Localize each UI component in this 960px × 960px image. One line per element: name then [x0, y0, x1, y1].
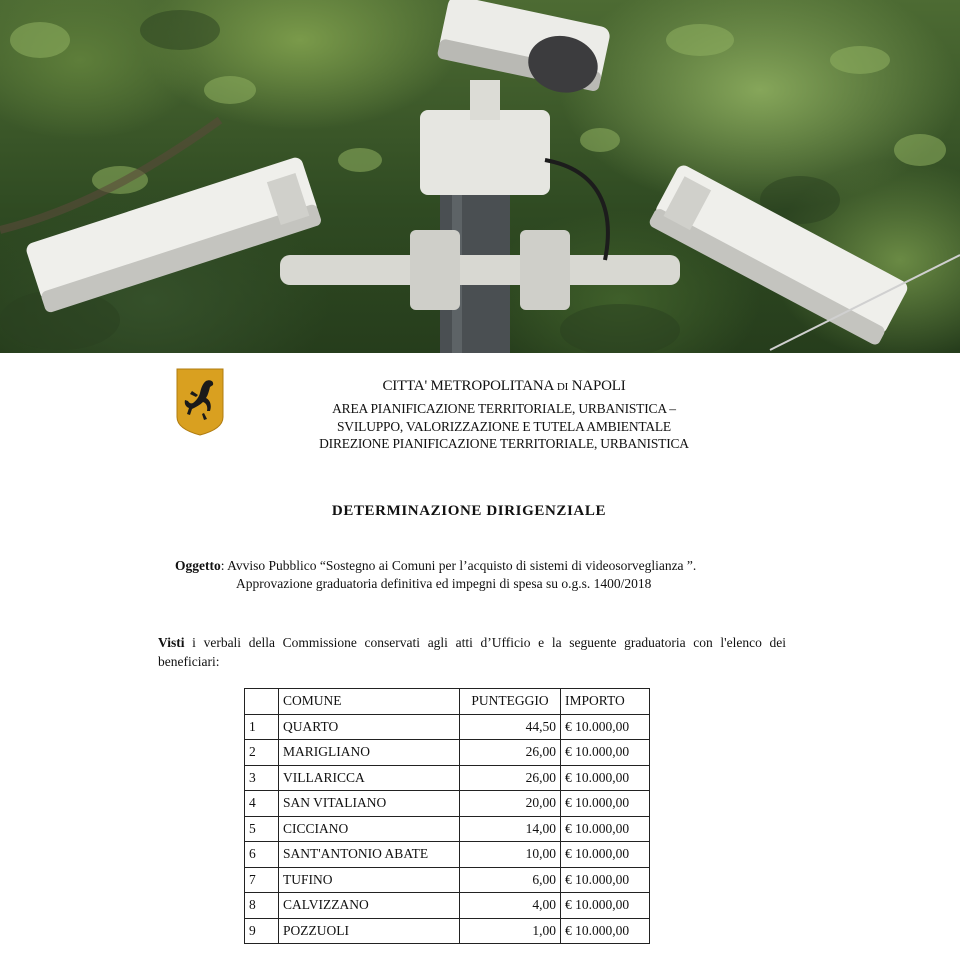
cell-punteggio: 6,00: [460, 867, 561, 893]
cell-comune: SANT'ANTONIO ABATE: [279, 842, 460, 868]
cell-number: 2: [245, 740, 279, 766]
cell-comune: CALVIZZANO: [279, 893, 460, 919]
cell-importo: € 10.000,00: [561, 791, 650, 817]
cell-number: 4: [245, 791, 279, 817]
cell-comune: SAN VITALIANO: [279, 791, 460, 817]
table-row: [245, 816, 650, 842]
header-punteggio: PUNTEGGIO: [460, 689, 561, 715]
cell-number: 1: [245, 714, 279, 740]
security-cameras-illustration: [0, 0, 960, 353]
cell-number: 8: [245, 893, 279, 919]
document-title: DETERMINAZIONE DIRIGENZIALE: [331, 503, 607, 519]
cell-punteggio: 10,00: [460, 842, 561, 868]
cell-punteggio: 4,00: [460, 893, 561, 919]
subject-line-1: : Avviso Pubblico “Sostegno ai Comuni per l’acquisto di sistemi di videosorveglianza ”.: [220, 558, 697, 573]
table-row: [245, 765, 650, 791]
header-comune: COMUNE: [279, 689, 460, 715]
cell-number: 7: [245, 867, 279, 893]
subject-line-2: Approvazione graduatoria definitiva ed impegni di spesa su o.g.s. 1400/2018: [236, 576, 652, 591]
cell-punteggio: 26,00: [460, 765, 561, 791]
cell-comune: QUARTO: [279, 714, 460, 740]
cell-number: 6: [245, 842, 279, 868]
cell-importo: € 10.000,00: [561, 714, 650, 740]
table-row: [245, 918, 650, 944]
cell-punteggio: 44,50: [460, 714, 561, 740]
intro-bold-word: Visti: [158, 635, 185, 650]
cctv-photo: [0, 0, 960, 353]
cell-importo: € 10.000,00: [561, 918, 650, 944]
cell-number: 3: [245, 765, 279, 791]
cell-importo: € 10.000,00: [561, 893, 650, 919]
cell-comune: CICCIANO: [279, 816, 460, 842]
cell-punteggio: 26,00: [460, 740, 561, 766]
table-row: [245, 740, 650, 766]
cell-importo: € 10.000,00: [561, 816, 650, 842]
intro-text: i verbali della Commissione conservati agli atti d’Ufficio e la seguente graduatoria con l'elenco dei beneficiari:: [158, 635, 786, 669]
table-header-row: [245, 689, 650, 715]
letterhead-line-1-small: DI: [556, 381, 569, 393]
table-row: [245, 714, 650, 740]
header-importo: IMPORTO: [561, 689, 650, 715]
cell-punteggio: 1,00: [460, 918, 561, 944]
table-row: [245, 893, 650, 919]
cell-number: 5: [245, 816, 279, 842]
cell-importo: € 10.000,00: [561, 765, 650, 791]
cell-importo: € 10.000,00: [561, 842, 650, 868]
cell-number: 9: [245, 918, 279, 944]
cell-importo: € 10.000,00: [561, 867, 650, 893]
cell-punteggio: 14,00: [460, 816, 561, 842]
letterhead-line-1: CITTA' METROPOLITANA DI NAPOLI: [382, 378, 626, 394]
table-row: [245, 867, 650, 893]
cell-comune: MARIGLIANO: [279, 740, 460, 766]
subject-label: Oggetto: [175, 558, 221, 573]
table-row: [245, 842, 650, 868]
cell-punteggio: 20,00: [460, 791, 561, 817]
intro-paragraph: [158, 633, 786, 671]
rampant-horse-crest-icon: [176, 367, 224, 437]
subject-block: [175, 557, 815, 593]
ranking-table: [244, 688, 650, 944]
letterhead-line-4: DIREZIONE PIANIFICAZIONE TERRITORIALE, URBANISTICA: [319, 436, 689, 451]
letterhead-line-3: SVILUPPO, VALORIZZAZIONE E TUTELA AMBIENTALE: [337, 419, 671, 434]
letterhead-line-2: AREA PIANIFICAZIONE TERRITORIALE, URBANISTICA –: [332, 401, 676, 416]
cell-comune: TUFINO: [279, 867, 460, 893]
cell-importo: € 10.000,00: [561, 740, 650, 766]
header-number: [245, 689, 279, 715]
cell-comune: VILLARICCA: [279, 765, 460, 791]
table-row: [245, 791, 650, 817]
cell-comune: POZZUOLI: [279, 918, 460, 944]
